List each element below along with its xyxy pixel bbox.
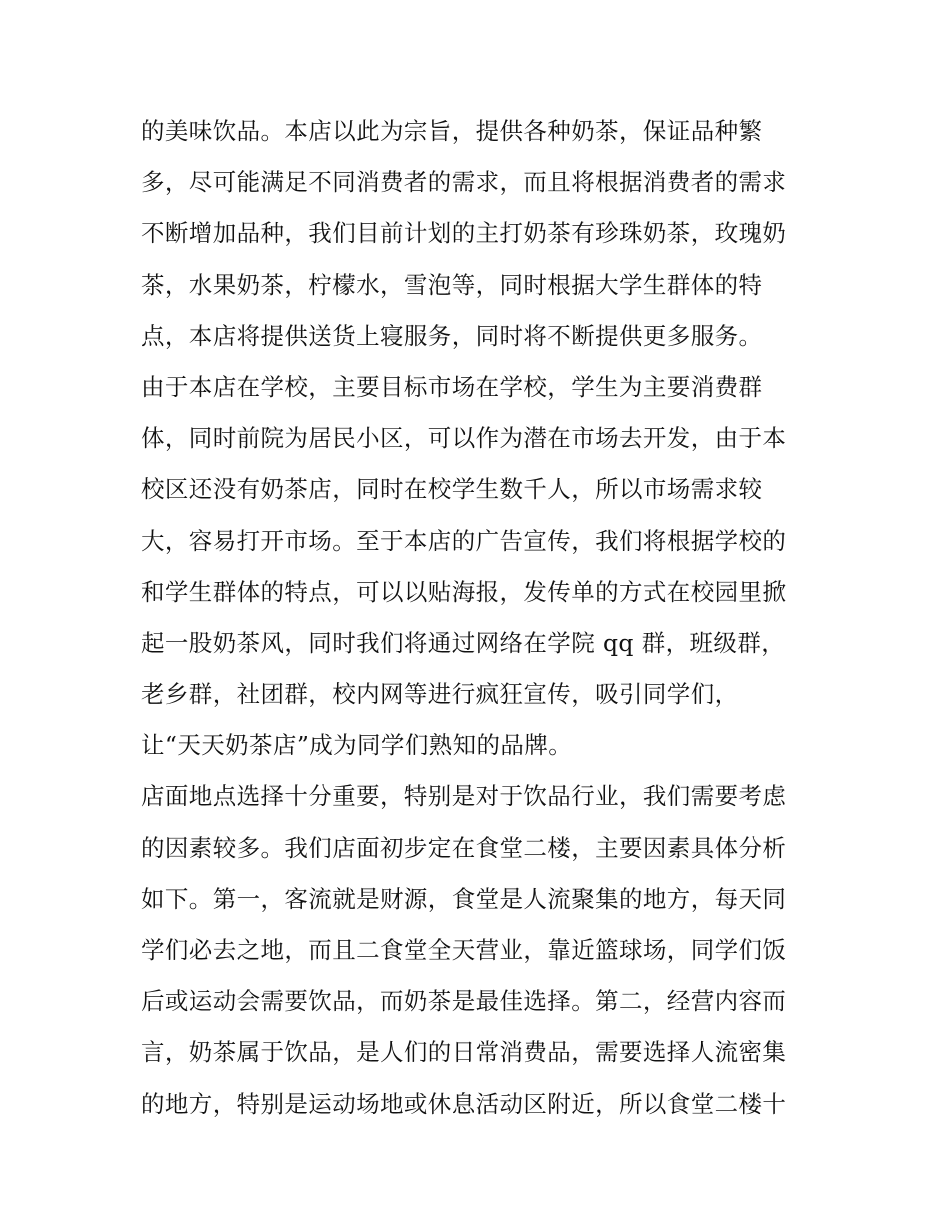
text-line: 大，容易打开市场。至于本店的广告宣传，我们将根据学校的: [141, 526, 787, 555]
text-line: 茶，水果奶茶，柠檬水，雪泡等，同时根据大学生群体的特: [141, 270, 763, 299]
text-line: 由于本店在学校，主要目标市场在学校，学生为主要消费群: [141, 372, 763, 401]
text-line: 言，奶茶属于饮品，是人们的日常消费品，需要选择人流密集: [141, 1038, 787, 1067]
text-line: 的因素较多。我们店面初步定在食堂二楼，主要因素具体分析: [141, 833, 787, 862]
text-line: 和学生群体的特点，可以以贴海报，发传单的方式在校园里掀: [141, 577, 787, 606]
text-line: 不断增加品种，我们目前计划的主打奶茶有珍珠奶茶，玫瑰奶: [141, 219, 787, 248]
text-line: 体，同时前院为居民小区，可以作为潜在市场去开发，由于本: [141, 424, 787, 453]
text-line: 校区还没有奶茶店，同时在校学生数千人，所以市场需求较: [141, 475, 763, 504]
text-line: 的美味饮品。本店以此为宗旨，提供各种奶茶，保证品种繁: [141, 117, 763, 145]
paragraph-product: [141, 106, 821, 362]
paragraph-location: [141, 771, 821, 1129]
text-line: 如下。第一，客流就是财源，食堂是人流聚集的地方，每天同: [141, 884, 787, 913]
text-line: 后或运动会需要饮品，而奶茶是最佳选择。第二，经营内容而: [141, 987, 787, 1016]
paragraph-market: [141, 362, 821, 772]
text-line: 店面地点选择十分重要，特别是对于饮品行业，我们需要考虑: [141, 782, 787, 811]
text-line: 老乡群，社团群，校内网等进行疯狂宣传，吸引同学们，: [141, 680, 739, 709]
text-line: 多，尽可能满足不同消费者的需求，而且将根据消费者的需求: [141, 168, 787, 197]
text-line: 点，本店将提供送货上寝服务，同时将不断提供更多服务。: [141, 321, 763, 350]
document-body: [141, 106, 821, 1130]
text-line: 的地方，特别是运动场地或休息活动区附近，所以食堂二楼十: [141, 1089, 787, 1118]
text-line: 学们必去之地，而且二食堂全天营业，靠近篮球场，同学们饭: [141, 936, 787, 964]
text-line: 让“天天奶茶店”成为同学们熟知的品牌。: [141, 731, 573, 760]
text-line: 起一股奶茶风，同时我们将通过网络在学院 qq 群，班级群，: [141, 628, 786, 657]
